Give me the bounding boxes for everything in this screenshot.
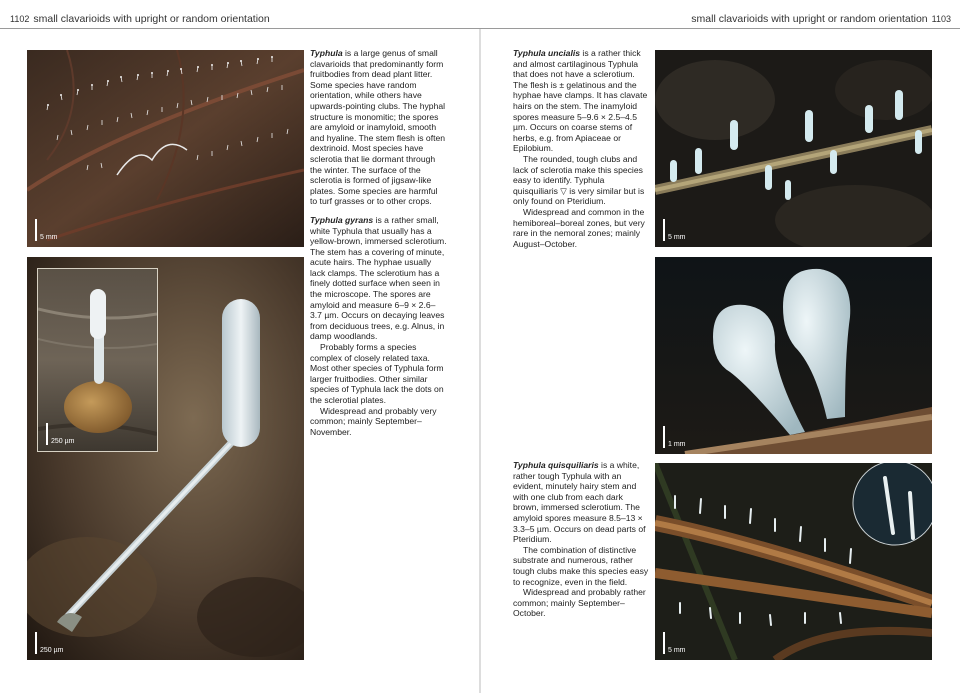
quisquiliaris-paragraph [513,460,650,545]
species-name: Typhula uncialis [513,48,581,58]
paragraph-text: is a rather thick and almost cartilaginous Typhula that does not have a sclerotium. The flesh is ± gelatinous and the hyphae have clamps. It has clavate hairs on the stem. The inamyloid spores measure 5–9.6 × 2.5–4.5 µm. Occurs on coarse stems of herbs, e.g. from Apiaceae or Epilobium. [513,48,648,154]
left-text-column [310,48,447,437]
paragraph-text: is a white, rather tough Typhula with an evident, minutely hairy stem and with one club from each dark brown, immersed sclerotium. The amyloid spores measure 8.5–13 × 3.3–5 µm. Occurs on dead parts of Pteridium. [513,460,646,545]
book-gutter [479,29,481,693]
paragraph-text: is a rather small, white Typhula that usually has a yellow-brown, immersed sclerotium. The stem has a covering of minute, acute hairs. The hyphae usually lack clamps. The sclerotium has a finely dotted surface when seen in the microscope. The spores are amyloid and measure 6–9 × 2.6–3.7 µm. Occurs on decaying leaves from deciduous trees, e.g. Alnus, in damp woodlands. [310,214,447,342]
scale-bar-line [46,423,48,445]
species-name: Typhula gyrans [310,214,374,225]
uncialis-paragraph-2: The rounded, tough clubs and lack of sclerotia make this species easy to identify. Typhula quisquiliaris ▽ is very similar but is only found on Pteridium. [513,153,645,207]
scale-bar-line [35,632,37,654]
species-name: Typhula quisquiliaris [513,460,599,470]
scale-bar-line [663,219,665,241]
quisquiliaris-paragraph-3: Widespread and probably rather common; mainly September–October. [513,587,646,619]
uncialis-text-column [513,48,650,249]
scale-label: 250 µm [40,647,64,654]
page-header [0,0,960,30]
gyrans-paragraph-2: Probably forms a species complex of closely related taxa. Most other species of Typhula form larger fruitbodies. Other similar species of Typhula lack the dots on the sclerotial plates. [310,342,444,405]
scale-bar-line [663,632,665,654]
photo-uncialis-stem [655,50,932,247]
left-page-number: 1102 [10,14,30,24]
scale-label: 5 mm [668,647,686,654]
gyrans-paragraph [310,215,447,342]
photo-quisquiliaris [655,463,932,660]
gyrans-paragraph-3: Widespread and probably very common; mainly September–November. [310,405,437,437]
typhula-intro-paragraph [310,48,447,207]
scale-label: 5 mm [40,234,58,241]
quisquiliaris-text-column [513,460,650,619]
photo-leaf-litter [27,50,304,247]
paragraph-text: is a large genus of small clavarioids that predominantly form fruitbodies from dead plant litter. Some species have random orientation, while others have upwards-pointing clubs. The hyphal structure is monomitic; the spores are amyloid or inamyloid, smooth and hyaline. The stem flesh is often dextrinoid. Most species have sclerotia that lie dormant through the winter. The surface of the sclerotia is formed of jigsaw-like plates. Some species are harmful to turf grasses or to other crops. [310,48,446,207]
right-running-head [691,13,955,25]
left-running-head [6,13,270,25]
scale-bar-line [35,219,37,241]
photo-uncialis-closeup [655,257,932,454]
species-name: Typhula [310,48,343,58]
scale-label: 5 mm [668,234,686,241]
right-running-title: small clavarioids with upright or random orientation [691,13,928,25]
right-page-number: 1103 [931,14,951,24]
left-running-title: small clavarioids with upright or random orientation [33,13,270,25]
scale-bar-line [663,426,665,448]
photo-gyrans-inset [37,268,158,452]
quisquiliaris-paragraph-2: The combination of distinctive substrate and numerous, rather tough clubs make this species easy to recognize, even in the field. [513,544,649,587]
uncialis-paragraph-3: Widespread and common in the hemiboreal–boreal zones, but very rare in the nemoral zones; mainly August–October. [513,206,645,249]
uncialis-paragraph [513,48,650,154]
scale-label: 1 mm [668,441,686,448]
scale-label: 250 µm [51,438,75,445]
